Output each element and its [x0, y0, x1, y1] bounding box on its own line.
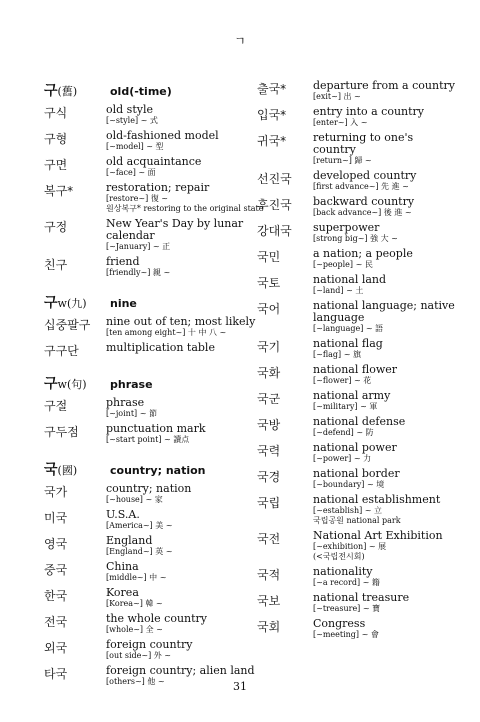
entry-definition: [313, 106, 424, 128]
entry-definition-text: returning to one's country: [313, 131, 414, 156]
headword: [44, 292, 110, 312]
dictionary-entry: [257, 132, 457, 166]
entry-etymology: [~people] ~ 民: [313, 260, 373, 269]
entry-definition: [106, 561, 166, 583]
entry-keyword: 국화: [257, 366, 281, 380]
entry-note: 원상복구* restoring to the original state: [106, 204, 264, 213]
entry-definition-text: nationality: [313, 565, 373, 578]
entry-definition-text: China: [106, 560, 139, 573]
dictionary-entry: [44, 397, 264, 419]
dictionary-entry: [44, 156, 264, 178]
entry-etymology: [~exhibition] ~ 展: [313, 542, 387, 551]
entry-definition-text: entry into a country: [313, 105, 425, 118]
entry-definition: [313, 132, 457, 166]
entry-definition-text: phrase: [106, 396, 145, 409]
entry-etymology: [exit~] 出 ~: [313, 92, 361, 101]
entry-keyword: 국민: [257, 250, 281, 264]
entry-etymology: [~meeting] ~ 會: [313, 630, 379, 639]
entry-definition: [106, 509, 172, 531]
entry-keyword: 구면: [44, 158, 68, 172]
entry-keyword: 전국: [44, 615, 68, 629]
dictionary-entry: [44, 423, 264, 445]
dictionary-entry: [257, 196, 457, 218]
dictionary-entry: [257, 274, 457, 296]
entry-etymology: [~face] ~ 面: [106, 168, 156, 177]
entry-etymology: [~flag] ~ 旗: [313, 350, 361, 359]
entry-etymology: [~boundary] ~ 境: [313, 480, 385, 489]
dictionary-entry: [257, 300, 457, 334]
left-column: [44, 80, 264, 701]
headword: [44, 373, 110, 393]
headword-group: [44, 292, 264, 359]
entry-definition-text: national army: [313, 389, 391, 402]
entry-etymology: [~power] ~ 力: [313, 454, 372, 463]
entry-keyword: 친구: [44, 258, 68, 272]
entry-definition: [106, 316, 255, 338]
entry-etymology: [~treasure] ~ 寶: [313, 604, 381, 613]
entry-keyword: 입국*: [257, 108, 287, 122]
headword-hangul: 구: [44, 295, 58, 311]
entry-etymology: [~model] ~ 型: [106, 142, 164, 151]
entry-definition: [106, 397, 157, 419]
entry-definition-text: old acquaintance: [106, 155, 202, 168]
entry-definition-text: restoration; repair: [106, 181, 210, 194]
entry-definition: [313, 592, 409, 614]
dictionary-entry: [257, 566, 457, 588]
entry-definition-text: the whole country: [106, 612, 208, 625]
entry-keyword: 복구*: [44, 184, 74, 198]
entry-definition-text: New Year's Day by lunar calendar: [106, 217, 244, 242]
entry-definition: [313, 300, 457, 334]
entry-definition: [313, 248, 413, 270]
entry-keyword: 외국: [44, 641, 68, 655]
entry-definition: [106, 256, 170, 278]
entry-keyword: 영국: [44, 537, 68, 551]
entry-definition-text: punctuation mark: [106, 422, 206, 435]
entry-definition: [313, 364, 397, 386]
entry-etymology: [whole~] 全 ~: [106, 625, 163, 634]
headword-group: [44, 373, 264, 445]
entry-etymology: [England~] 英 ~: [106, 547, 173, 556]
dictionary-entry: [44, 587, 264, 609]
headword-hangul: 구: [44, 83, 58, 99]
entry-etymology: [Korea~] 韓 ~: [106, 599, 163, 608]
entry-keyword: 국어: [257, 302, 281, 316]
entry-definition: [313, 494, 440, 526]
entry-keyword: 구두점: [44, 425, 79, 439]
entry-definition-text: national power: [313, 441, 397, 454]
entry-definition: [313, 442, 397, 464]
entry-keyword: 중국: [44, 563, 68, 577]
dictionary-entry: [257, 416, 457, 438]
headword-group: [44, 80, 264, 278]
entry-definition-text: old-fashioned model: [106, 129, 219, 142]
entry-definition: [313, 222, 398, 244]
headword-gloss: country; nation: [110, 464, 206, 477]
entry-etymology: [~joint] ~ 節: [106, 409, 157, 418]
dictionary-entry: [257, 106, 457, 128]
headword: [44, 80, 110, 100]
dictionary-entry: [44, 483, 264, 505]
dictionary-entry: [257, 530, 457, 562]
entry-keyword: 구형: [44, 132, 68, 146]
entry-definition-text: country; nation: [106, 482, 192, 495]
entry-keyword: 구절: [44, 399, 68, 413]
entry-definition: [106, 535, 172, 557]
entry-definition-text: national border: [313, 467, 400, 480]
entry-etymology: [friendly~] 親 ~: [106, 268, 171, 277]
dictionary-entry: [44, 561, 264, 583]
entry-keyword: 선진국: [257, 172, 292, 186]
entry-definition: [106, 104, 158, 126]
entry-etymology: [first advance~] 先 進 ~: [313, 182, 409, 191]
entry-keyword: 국가: [44, 485, 68, 499]
entry-definition-text: nine out of ten; most likely: [106, 315, 256, 328]
entry-etymology: [strong big~] 強 大 ~: [313, 234, 398, 243]
dictionary-entry: [257, 442, 457, 464]
entry-etymology: [~house] ~ 家: [106, 495, 163, 504]
entry-etymology: [~January] ~ 正: [106, 242, 171, 251]
entry-definition: [313, 416, 405, 438]
headword-group: [44, 459, 264, 687]
entry-keyword: 국보: [257, 594, 281, 608]
entry-keyword: 국력: [257, 444, 281, 458]
dictionary-entry: [44, 613, 264, 635]
right-column: [257, 80, 457, 644]
dictionary-entry: [257, 592, 457, 614]
headword-row: [44, 80, 264, 100]
entry-definition: [106, 156, 201, 178]
entry-definition-text: foreign country; alien land: [106, 664, 255, 677]
dictionary-entry: [257, 222, 457, 244]
entry-note: 국립공원 national park: [313, 516, 401, 525]
entry-definition: [313, 566, 380, 588]
headword-hanja: w(句): [57, 378, 87, 391]
entry-etymology: [~establish] ~ 立: [313, 506, 383, 515]
dictionary-entry: [257, 80, 457, 102]
entry-definition: [313, 618, 379, 640]
entry-definition-text: superpower: [313, 221, 380, 234]
entry-keyword: 국방: [257, 418, 281, 432]
entry-definition: [106, 483, 191, 505]
dictionary-entry: [257, 494, 457, 526]
entry-etymology: [enter~] 入 ~: [313, 118, 368, 127]
dictionary-entry: [44, 218, 264, 252]
entry-definition: [106, 342, 215, 359]
entry-definition-text: developed country: [313, 169, 417, 182]
dictionary-entry: [44, 639, 264, 661]
entry-definition: [106, 639, 192, 661]
entry-definition-text: national land: [313, 273, 387, 286]
entry-keyword: 강대국: [257, 224, 292, 238]
dictionary-entry: [257, 390, 457, 412]
entry-definition: [313, 80, 455, 102]
dictionary-entry: [44, 256, 264, 278]
entry-definition-text: Korea: [106, 586, 139, 599]
dictionary-entry: [44, 509, 264, 531]
entry-etymology: [~a record] ~ 籍: [313, 578, 380, 587]
entry-definition-text: U.S.A.: [106, 508, 140, 521]
entry-definition: [313, 338, 383, 360]
entry-keyword: 국군: [257, 392, 281, 406]
entry-etymology: [ten among eight~] 十 中 八 ~: [106, 328, 227, 337]
page-header-mark: ㄱ: [234, 34, 246, 48]
entry-definition-text: a nation; a people: [313, 247, 413, 260]
entry-etymology: [return~] 歸 ~: [313, 156, 372, 165]
entry-definition: [313, 196, 414, 218]
entry-keyword: 국적: [257, 568, 281, 582]
entry-etymology: [out side~] 外 ~: [106, 651, 171, 660]
entry-keyword: 귀국*: [257, 134, 287, 148]
entry-keyword: 한국: [44, 589, 68, 603]
entry-keyword: 구정: [44, 220, 68, 234]
entry-keyword: 국토: [257, 276, 281, 290]
entry-etymology: [~military] ~ 軍: [313, 402, 378, 411]
entry-definition-text: backward country: [313, 195, 415, 208]
dictionary-entry: [257, 248, 457, 270]
entry-definition: [313, 274, 386, 296]
entry-etymology: [~start point] ~ 讀点: [106, 435, 190, 444]
entry-etymology: [back advance~] 後 進 ~: [313, 208, 412, 217]
entry-definition-text: friend: [106, 255, 140, 268]
dictionary-entry: [44, 182, 264, 214]
entry-definition: [313, 468, 400, 490]
entry-definition-text: national flower: [313, 363, 398, 376]
entry-definition-text: departure from a country: [313, 79, 455, 92]
headword-hanja: (舊): [57, 85, 78, 98]
entry-keyword: 국회: [257, 620, 281, 634]
headword: [44, 459, 110, 479]
dictionary-entry: [257, 468, 457, 490]
headword-gloss: nine: [110, 297, 137, 310]
entry-definition: [106, 182, 264, 214]
entry-keyword: 미국: [44, 511, 68, 525]
entry-keyword: 십중팔구: [44, 318, 91, 332]
dictionary-entry: [44, 130, 264, 152]
entry-keyword: 국립: [257, 496, 281, 510]
entry-definition: [106, 613, 207, 635]
entry-definition-text: National Art Exhibition: [313, 529, 443, 542]
entry-definition-text: Congress: [313, 617, 366, 630]
entry-keyword: 국경: [257, 470, 281, 484]
headword-hangul: 구: [44, 376, 58, 392]
entry-definition-text: multiplication table: [106, 341, 215, 354]
entry-etymology: [~style] ~ 式: [106, 116, 158, 125]
entry-keyword: 타국: [44, 667, 68, 681]
headword-gloss: old(-time): [110, 85, 172, 98]
entry-etymology: [middle~] 中 ~: [106, 573, 167, 582]
entry-etymology: [~defend] ~ 防: [313, 428, 374, 437]
page-number: 31: [233, 680, 247, 693]
dictionary-entry: [44, 342, 264, 359]
entry-definition: [313, 530, 443, 562]
dictionary-entry: [257, 618, 457, 640]
entry-keyword: 구식: [44, 106, 68, 120]
entry-keyword: 국기: [257, 340, 281, 354]
entry-definition: [313, 170, 416, 192]
dictionary-entry: [257, 170, 457, 192]
headword-gloss: phrase: [110, 378, 153, 391]
entry-definition-text: foreign country: [106, 638, 193, 651]
entry-etymology: [America~] 美 ~: [106, 521, 173, 530]
entry-definition: [106, 587, 163, 609]
entry-definition-text: national defense: [313, 415, 406, 428]
entry-etymology: [~flower] ~ 花: [313, 376, 372, 385]
entry-definition-text: old style: [106, 103, 153, 116]
entry-etymology: [others~] 他 ~: [106, 677, 165, 686]
entry-keyword: 구구단: [44, 344, 79, 358]
dictionary-entry: [44, 316, 264, 338]
entry-definition-text: national treasure: [313, 591, 410, 604]
entry-keyword: 후진국: [257, 198, 292, 212]
entry-definition: [313, 390, 390, 412]
headword-hanja: w(九): [57, 297, 87, 310]
entry-definition: [106, 423, 206, 445]
entry-etymology: [restore~] 復 ~: [106, 194, 168, 203]
dictionary-entry: [257, 338, 457, 360]
entry-etymology: [~land] ~ 土: [313, 286, 364, 295]
dictionary-entry: [257, 364, 457, 386]
headword-row: [44, 459, 264, 479]
headword-hanja: (國): [57, 464, 78, 477]
dictionary-entry: [44, 535, 264, 557]
headword-row: [44, 373, 264, 393]
headword-hangul: 국: [44, 462, 58, 478]
entry-keyword: 출국*: [257, 82, 287, 96]
entry-keyword: 국전: [257, 532, 281, 546]
headword-row: [44, 292, 264, 312]
entry-definition-text: national flag: [313, 337, 383, 350]
dictionary-entry: [44, 104, 264, 126]
entry-definition: [106, 218, 264, 252]
entry-definition-text: England: [106, 534, 153, 547]
entry-note: (<국립전시회): [313, 552, 365, 561]
entry-etymology: [~language] ~ 語: [313, 324, 384, 333]
entry-definition-text: national establishment: [313, 493, 441, 506]
entry-definition-text: national language; native language: [313, 299, 455, 324]
entry-definition: [106, 130, 219, 152]
